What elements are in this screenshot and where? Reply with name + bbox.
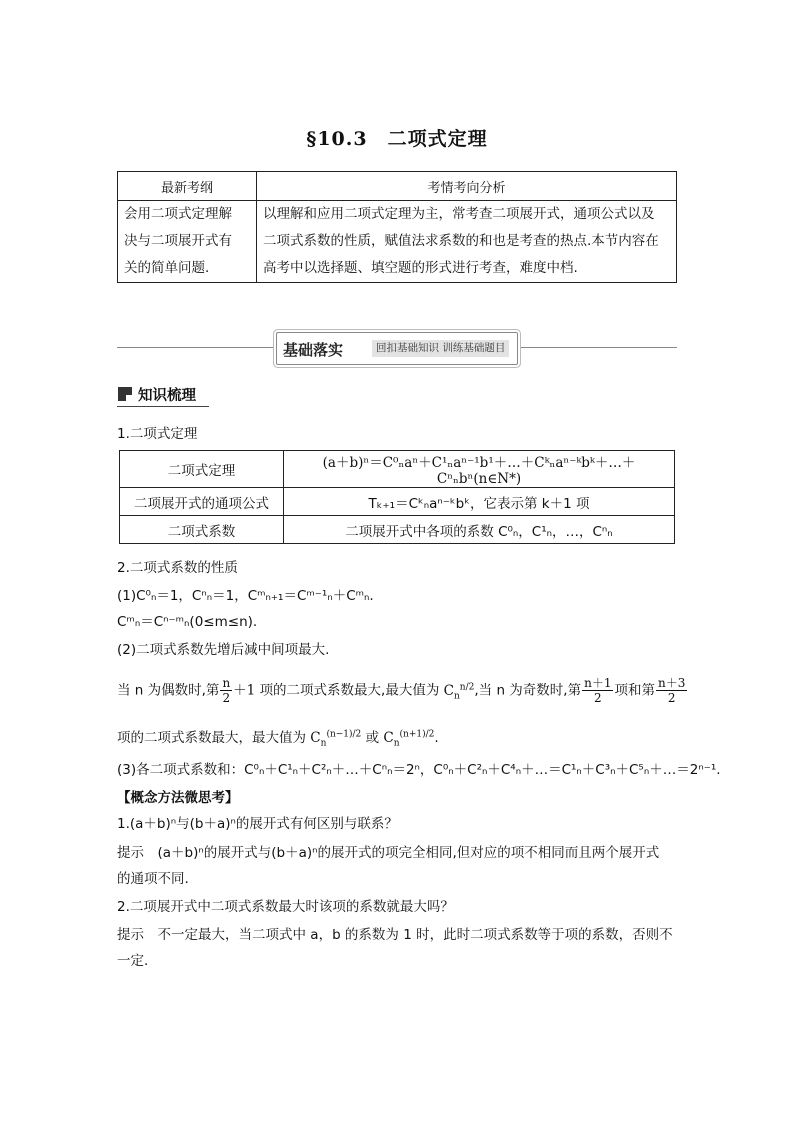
theorem-formula: (a＋b)ⁿ＝C⁰ₙaⁿ＋C¹ₙaⁿ⁻¹b¹＋…＋Cᵏₙaⁿ⁻ᵏbᵏ＋…＋Cⁿₙbⁿ(n∈N*) — [284, 451, 675, 488]
text-span: 当 n 为偶数时,第 — [117, 682, 220, 699]
banner-title: 基础落实 — [283, 341, 344, 359]
banner-divider-left — [117, 347, 277, 348]
fraction-n-plus-3-over-2: $\frac{n+3}{2}$ — [657, 676, 686, 705]
analysis-line: 以理解和应用二项式定理为主，常考查二项展开式，通项公式以及 — [263, 206, 655, 222]
page-title: §10.3 二项式定理 — [306, 128, 488, 150]
banner-divider-right — [517, 347, 677, 348]
text-span: 或 — [365, 730, 380, 746]
general-term-formula: Tₖ₊₁＝Cᵏₙaⁿ⁻ᵏbᵏ，它表示第 k＋1 项 — [284, 488, 675, 516]
exam-outline-table — [117, 171, 677, 283]
question-2: 2.二项展开式中二项式系数最大时该项的系数就最大吗？ — [117, 899, 454, 915]
analysis-line: 高考中以选择题、填空题的形式进行考查，难度中档. — [263, 260, 578, 276]
header-analysis: 考情考向分析 — [257, 172, 677, 201]
section-banner — [276, 332, 518, 365]
item1-heading: 1.二项式定理 — [117, 426, 198, 442]
banner-subtitle: 回扣基础知识 训练基础题目 — [372, 340, 509, 357]
concept-heading: 【概念方法微思考】 — [117, 790, 239, 806]
text-span: 项和第 — [614, 682, 655, 699]
max-coefficient-even: $C_n^{n/2}$ — [443, 682, 475, 702]
fraction-n-plus-1-over-2: $\frac{n+1}{2}$ — [584, 676, 612, 705]
outline-line: 决与二项展开式有 — [124, 233, 232, 249]
row-label: 二项式系数 — [120, 516, 284, 544]
text-span: 项的二项式系数最大，最大值为 — [117, 730, 306, 746]
max-coefficient-odd-b: $C_n^{(n+1)/2}$ — [383, 729, 435, 749]
property-3: (3)各二项式系数和：C⁰ₙ＋C¹ₙ＋C²ₙ＋…＋Cⁿₙ＝2ⁿ，C⁰ₙ＋C²ₙ＋C⁴ₙ＋…＝C¹ₙ＋C³ₙ＋C⁵ₙ＋…＝2ⁿ⁻¹. — [117, 762, 721, 778]
row-label: 二项式定理 — [120, 451, 284, 488]
answer-1-line2: 的通项不同. — [117, 871, 189, 887]
row-label: 二项展开式的通项公式 — [120, 488, 284, 516]
outline-cell — [118, 201, 257, 283]
answer-2-line2: 一定. — [117, 953, 149, 969]
property-2-odd-line: 项的二项式系数最大，最大值为 $C_n^{(n-1)/2}$ 或 $C_n^{(n+1)/2}$. — [117, 729, 439, 749]
text-span: 项的二项式系数最大,最大值为 — [259, 682, 440, 699]
analysis-cell — [257, 201, 677, 283]
outline-line: 会用二项式定理解 — [124, 206, 232, 222]
property-1a: (1)C⁰ₙ＝1，Cⁿₙ＝1，Cᵐₙ₊₁＝Cᵐ⁻¹ₙ＋Cᵐₙ. — [117, 588, 374, 604]
analysis-line: 二项式系数的性质，赋值法求系数的和也是考查的热点.本节内容在 — [263, 233, 659, 249]
section-heading — [117, 384, 209, 407]
binomial-theorem-table — [119, 450, 675, 544]
answer-1-line1: 提示 (a＋b)ⁿ的展开式与(b＋a)ⁿ的展开式的项完全相同,但对应的项不相同而且两个展开式 — [117, 845, 660, 861]
header-outline: 最新考纲 — [118, 172, 257, 201]
item2-heading: 2.二项式系数的性质 — [117, 560, 238, 576]
square-bullet-icon — [118, 387, 132, 401]
fraction-n-over-2: $\frac{n}{2}$ — [222, 676, 231, 705]
property-2: (2)二项式系数先增后减中间项最大. — [117, 642, 330, 658]
property-1b: Cᵐₙ＝Cⁿ⁻ᵐₙ(0≤m≤n). — [117, 614, 258, 630]
section-title: 知识梳理 — [138, 388, 196, 404]
max-coefficient-odd-a: $C_n^{(n-1)/2}$ — [310, 729, 362, 749]
property-2-max-line: 当 n 为偶数时,第 $\frac{n}{2}$ ＋1 项的二项式系数最大,最大值为 $C_n^{n/2}$,当 n 为奇数时,第 $\frac{n+1}{2}$ 项和第 $\frac{n+3}{2}$ — [117, 676, 686, 705]
coefficients-text: 二项展开式中各项的系数 C⁰ₙ，C¹ₙ，…，Cⁿₙ — [284, 516, 675, 544]
answer-2-line1: 提示 不一定最大，当二项式中 a，b 的系数为 1 时，此时二项式系数等于项的系数，否则不 — [117, 927, 673, 943]
outline-line: 关的简单问题. — [124, 260, 210, 276]
question-1: 1.(a＋b)ⁿ与(b＋a)ⁿ的展开式有何区别与联系？ — [117, 816, 398, 832]
text-span: ,当 n 为奇数时,第 — [474, 682, 582, 699]
